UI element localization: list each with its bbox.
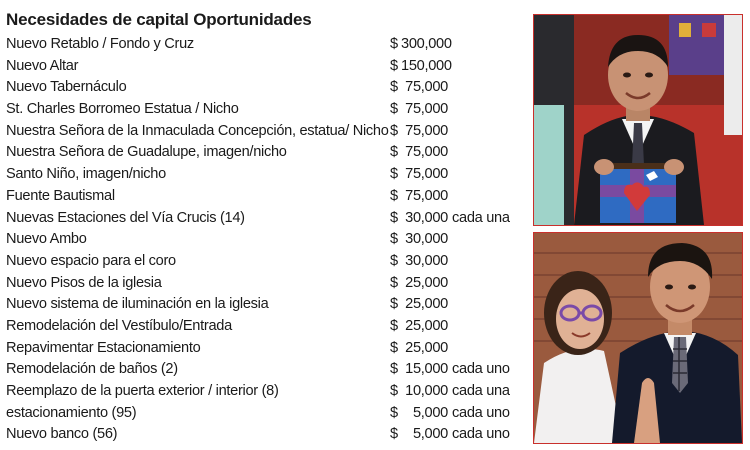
- list-item: [6, 381, 526, 403]
- item-name: Nuevo Tabernáculo: [6, 79, 127, 96]
- item-name: Nuevo banco (56): [6, 426, 118, 443]
- item-amount: 75,000: [405, 144, 448, 161]
- item-amount: 30,000: [405, 252, 448, 269]
- currency-symbol: $: [390, 361, 398, 378]
- currency-symbol: $: [390, 231, 398, 248]
- currency-symbol: $: [390, 166, 398, 183]
- item-note: cada una: [452, 383, 510, 399]
- item-name: Remodelación del Vestíbulo/Entrada: [6, 317, 232, 334]
- item-amount: 25,000: [405, 339, 448, 356]
- item-name: Santo Niño, imagen/nicho: [6, 166, 166, 183]
- item-name: Nuevo Altar: [6, 57, 79, 74]
- currency-symbol: $: [390, 144, 398, 161]
- item-name: Nuevo sistema de iluminación en la iglesia: [6, 296, 269, 313]
- item-name: St. Charles Borromeo Estatua / Nicho: [6, 101, 239, 118]
- currency-symbol: $: [390, 296, 398, 313]
- currency-symbol: $: [390, 252, 398, 269]
- item-amount: 30,000: [405, 209, 448, 226]
- item-name: Reemplazo de la puerta exterior / interior (8): [6, 383, 279, 399]
- list-item: [6, 338, 526, 360]
- currency-symbol: $: [390, 122, 398, 139]
- item-amount: 75,000: [405, 166, 448, 183]
- item-name: Nuevo Ambo: [6, 231, 87, 248]
- item-note: cada una: [452, 209, 510, 226]
- list-item: [6, 99, 526, 121]
- item-name: Nuevo espacio para el coro: [6, 252, 176, 269]
- item-note: cada uno: [452, 404, 510, 421]
- item-amount: 300,000: [401, 36, 452, 52]
- item-amount: 25,000: [405, 274, 448, 291]
- item-name: Nuevo Pisos de la iglesia: [6, 274, 162, 291]
- item-amount: 30,000: [405, 231, 448, 248]
- currency-symbol: $: [390, 79, 398, 96]
- item-amount: 5,000: [412, 426, 448, 443]
- item-name: Repavimentar Estacionamiento: [6, 339, 201, 356]
- list-item: [6, 34, 526, 56]
- list-item: [6, 251, 526, 273]
- item-amount: 25,000: [405, 296, 448, 313]
- item-name: estacionamiento (95): [6, 404, 137, 421]
- item-amount: 75,000: [405, 79, 448, 96]
- item-name: Nuevas Estaciones del Vía Crucis (14): [6, 209, 245, 226]
- item-amount: 75,000: [405, 122, 448, 139]
- item-note: cada uno: [452, 361, 510, 378]
- list-item: [6, 229, 526, 251]
- currency-symbol: $: [390, 57, 398, 74]
- list-item: [6, 56, 526, 78]
- list-item: [6, 121, 526, 143]
- currency-symbol: $: [390, 317, 398, 334]
- currency-symbol: $: [390, 404, 398, 421]
- item-note: cada uno: [452, 426, 510, 443]
- list-item: [6, 273, 526, 295]
- currency-symbol: $: [390, 383, 398, 399]
- currency-symbol: $: [390, 101, 398, 118]
- item-amount: 75,000: [405, 101, 448, 118]
- list-item: [6, 359, 526, 381]
- item-amount: 25,000: [405, 317, 448, 334]
- list-item: [6, 208, 526, 230]
- capital-needs-list: [6, 34, 526, 446]
- currency-symbol: $: [390, 426, 398, 443]
- currency-symbol: $: [390, 187, 398, 204]
- currency-symbol: $: [390, 274, 398, 291]
- item-amount: 75,000: [405, 187, 448, 204]
- photo-boy-holding-banner: [533, 14, 743, 226]
- currency-symbol: $: [390, 209, 398, 226]
- item-name: Remodelación de baños (2): [6, 361, 178, 378]
- item-amount: 5,000: [412, 404, 448, 421]
- document-title: Necesidades de capital Oportunidades: [6, 10, 312, 29]
- list-item: [6, 142, 526, 164]
- list-item: [6, 316, 526, 338]
- currency-symbol: $: [390, 339, 398, 356]
- photo-two-children-praying: [533, 232, 743, 444]
- item-name: Nuestra Señora de Guadalupe, imagen/nicho: [6, 144, 287, 161]
- list-item: [6, 186, 526, 208]
- list-item: [6, 424, 526, 446]
- list-item: [6, 294, 526, 316]
- item-name: Nuestra Señora de la Inmaculada Concepción, estatua/ Nicho: [6, 122, 389, 139]
- item-amount: 150,000: [401, 57, 452, 74]
- item-amount: 15,000: [405, 361, 448, 378]
- currency-symbol: $: [390, 36, 398, 52]
- item-name: Fuente Bautismal: [6, 187, 115, 204]
- item-amount: 10,000: [405, 383, 448, 399]
- item-name: Nuevo Retablo / Fondo y Cruz: [6, 36, 194, 52]
- list-item: [6, 77, 526, 99]
- list-item: [6, 164, 526, 186]
- list-item: [6, 403, 526, 425]
